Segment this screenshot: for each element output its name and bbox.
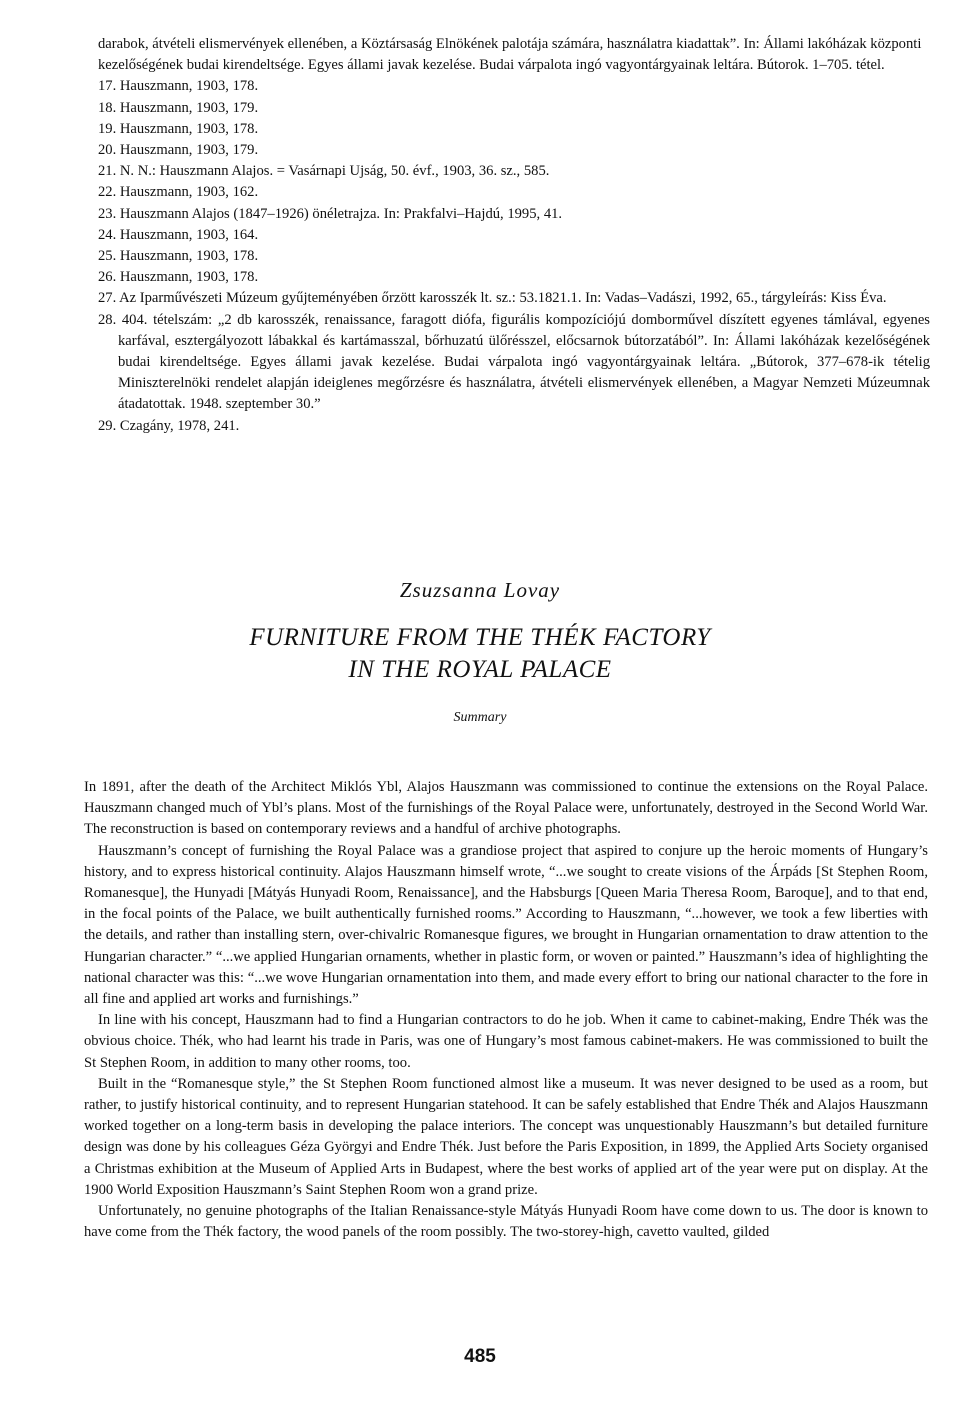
summary-body <box>84 777 928 1243</box>
paragraph: Unfortunately, no genuine photographs of the Italian Renaissance-style Mátyás Hunyadi Room have come down to us. The door is known to have come from the Thék factory, the wood panels of the room possibly. The two-storey-high, cavetto vaulted, gilded <box>84 1203 928 1241</box>
endnote-24: 24. Hauszmann, 1903, 164. <box>98 226 259 243</box>
endnote-22: 22. Hauszmann, 1903, 162. <box>98 184 259 201</box>
endnote-20: 20. Hauszmann, 1903, 179. <box>98 142 259 159</box>
paragraph: Built in the “Romanesque style,” the St Stephen Room functioned almost like a museum. It was never designed to be used as a room, but rather, to justify historical continuity, and to represent Hungarian statehood. It can be safely established that Endre Thék and Alajos Hauszmann worked together on a long-term basis in developing the palace interiors. The concept was unquestionably Hauszmann’s but detailed furniture design was done by his colleagues Géza Györgyi and Endre Thék. Just before the Paris Exposition, in 1899, the Applied Arts Society organised a Christmas exhibition at the Museum of Applied Arts in Budapest, where the best works of applied art of the year were put on display. At the 1900 World Exposition Hauszmann’s Saint Stephen Room won a grand prize. <box>84 1075 928 1198</box>
endnote-23: 23. Hauszmann Alajos (1847–1926) önéletrajza. In: Prakfalvi–Hajdú, 1995, 41. <box>98 205 563 222</box>
article-title <box>0 622 960 686</box>
endnote-18: 18. Hauszmann, 1903, 179. <box>98 99 259 116</box>
endnote-21: 21. N. N.: Hauszmann Alajos. = Vasárnapi Ujság, 50. évf., 1903, 36. sz., 585. <box>98 163 550 180</box>
paragraph: In line with his concept, Hauszmann had to find a Hungarian contractors to do he job. When it came to cabinet-making, Endre Thék was the obvious choice. Thék, who had learnt his trade in Paris, was one of Hungary’s most famous cabinet-makers. He was commissioned to built the St Stephen Room, in addition to many other rooms, too. <box>84 1012 928 1071</box>
endnote-17: 17. Hauszmann, 1903, 178. <box>98 78 259 95</box>
paragraph: In 1891, after the death of the Architect Miklós Ybl, Alajos Hauszmann was commissioned to continue the extensions on the Royal Palace. Hauszmann changed much of Ybl’s plans. Most of the furnishings of the Royal Palace were, unfortunately, destroyed in the Second World War. The reconstruction is based on contemporary reviews and a handful of archive photographs. <box>84 779 928 838</box>
endnote-26: 26. Hauszmann, 1903, 178. <box>98 269 259 286</box>
title-line-2: IN THE ROYAL PALACE <box>348 656 612 683</box>
endnote-29: 29. Czagány, 1978, 241. <box>98 417 240 434</box>
endnote-19: 19. Hauszmann, 1903, 178. <box>98 120 259 137</box>
endnote-continuation: darabok, átvételi elismervények ellenében, a Köztársaság Elnökének palotája számára, használatra kiadattak”. In: Állami lakóházak központi kezelőségének budai kirendeltsége. Egyes állami javak kezelése. Budai várpalota ingó vagyontárgyainak leltára. Bútorok. 1–705. tétel. <box>98 36 922 74</box>
endnotes <box>98 34 930 437</box>
endnote-27: 27. Az Iparművészeti Múzeum gyűjteményében őrzött karosszék lt. sz.: 53.1821.1. In: Vadas–Vadászi, 1992, 65., tárgyleírás: Kiss Éva. <box>98 290 887 307</box>
paragraph: Hauszmann’s concept of furnishing the Royal Palace was a grandiose project that aspired to conjure up the heroic moments of Hungary’s history, and to express historical continuity. Alajos Hauszmann himself wrote, “...we sought to create visions of the Árpáds [St Stephen Room, Romanesque], the Hunyadi [Mátyás Hunyadi Room, Renaissance], and the Habsburgs [Queen Maria Theresa Room, Baroque], and to that end, in the focal points of the Palace, we built authentically furnished rooms.” According to Hauszmann, “...however, we took a few liberties with the details, and rather than installing stern, over-chivalric Romanesque figures, we brought in Hungarian ornamentation to draw attention to the Hungarian character.” “...we applied Hungarian ornaments, whether in plastic form, or woven or painted.” Hauszmann’s idea of highlighting the national character was this: “...we wove Hungarian ornamentation into them, and made every effort to bring our national character to the fore in all fine and applied art works and furnishings.” <box>84 842 928 1008</box>
endnote-28: 28. 404. tételszám: „2 db karosszék, renaissance, faragott diófa, figurális kompozíciójú domborművel díszített egyenes támlával, egyenes karfával, esztergályozott lábakkal és kartámasszal, bőrhuzatú ülőrésszel, előcsarnok bútorzatából”. In: Állami lakóházak kezelőségének budai kirendeltsége. Egyes állami javak kezelése. Budai várpalota ingó vagyontárgyainak leltára. „Bútorok, 377–678-ik tételig Miniszterelnöki rendelet alapján ideiglenes megőrzésre és használatra, átvételi elismervények ellenében, a Magyar Nemzeti Múzeumnak átadatottak. 1948. szeptember 30.” <box>98 311 930 413</box>
summary-heading: Summary <box>453 710 507 725</box>
page-number: 485 <box>464 1346 496 1367</box>
endnote-25: 25. Hauszmann, 1903, 178. <box>98 248 259 265</box>
author-name: Zsuzsanna Lovay <box>399 578 561 602</box>
title-line-1: FURNITURE FROM THE THÉK FACTORY <box>249 624 711 651</box>
